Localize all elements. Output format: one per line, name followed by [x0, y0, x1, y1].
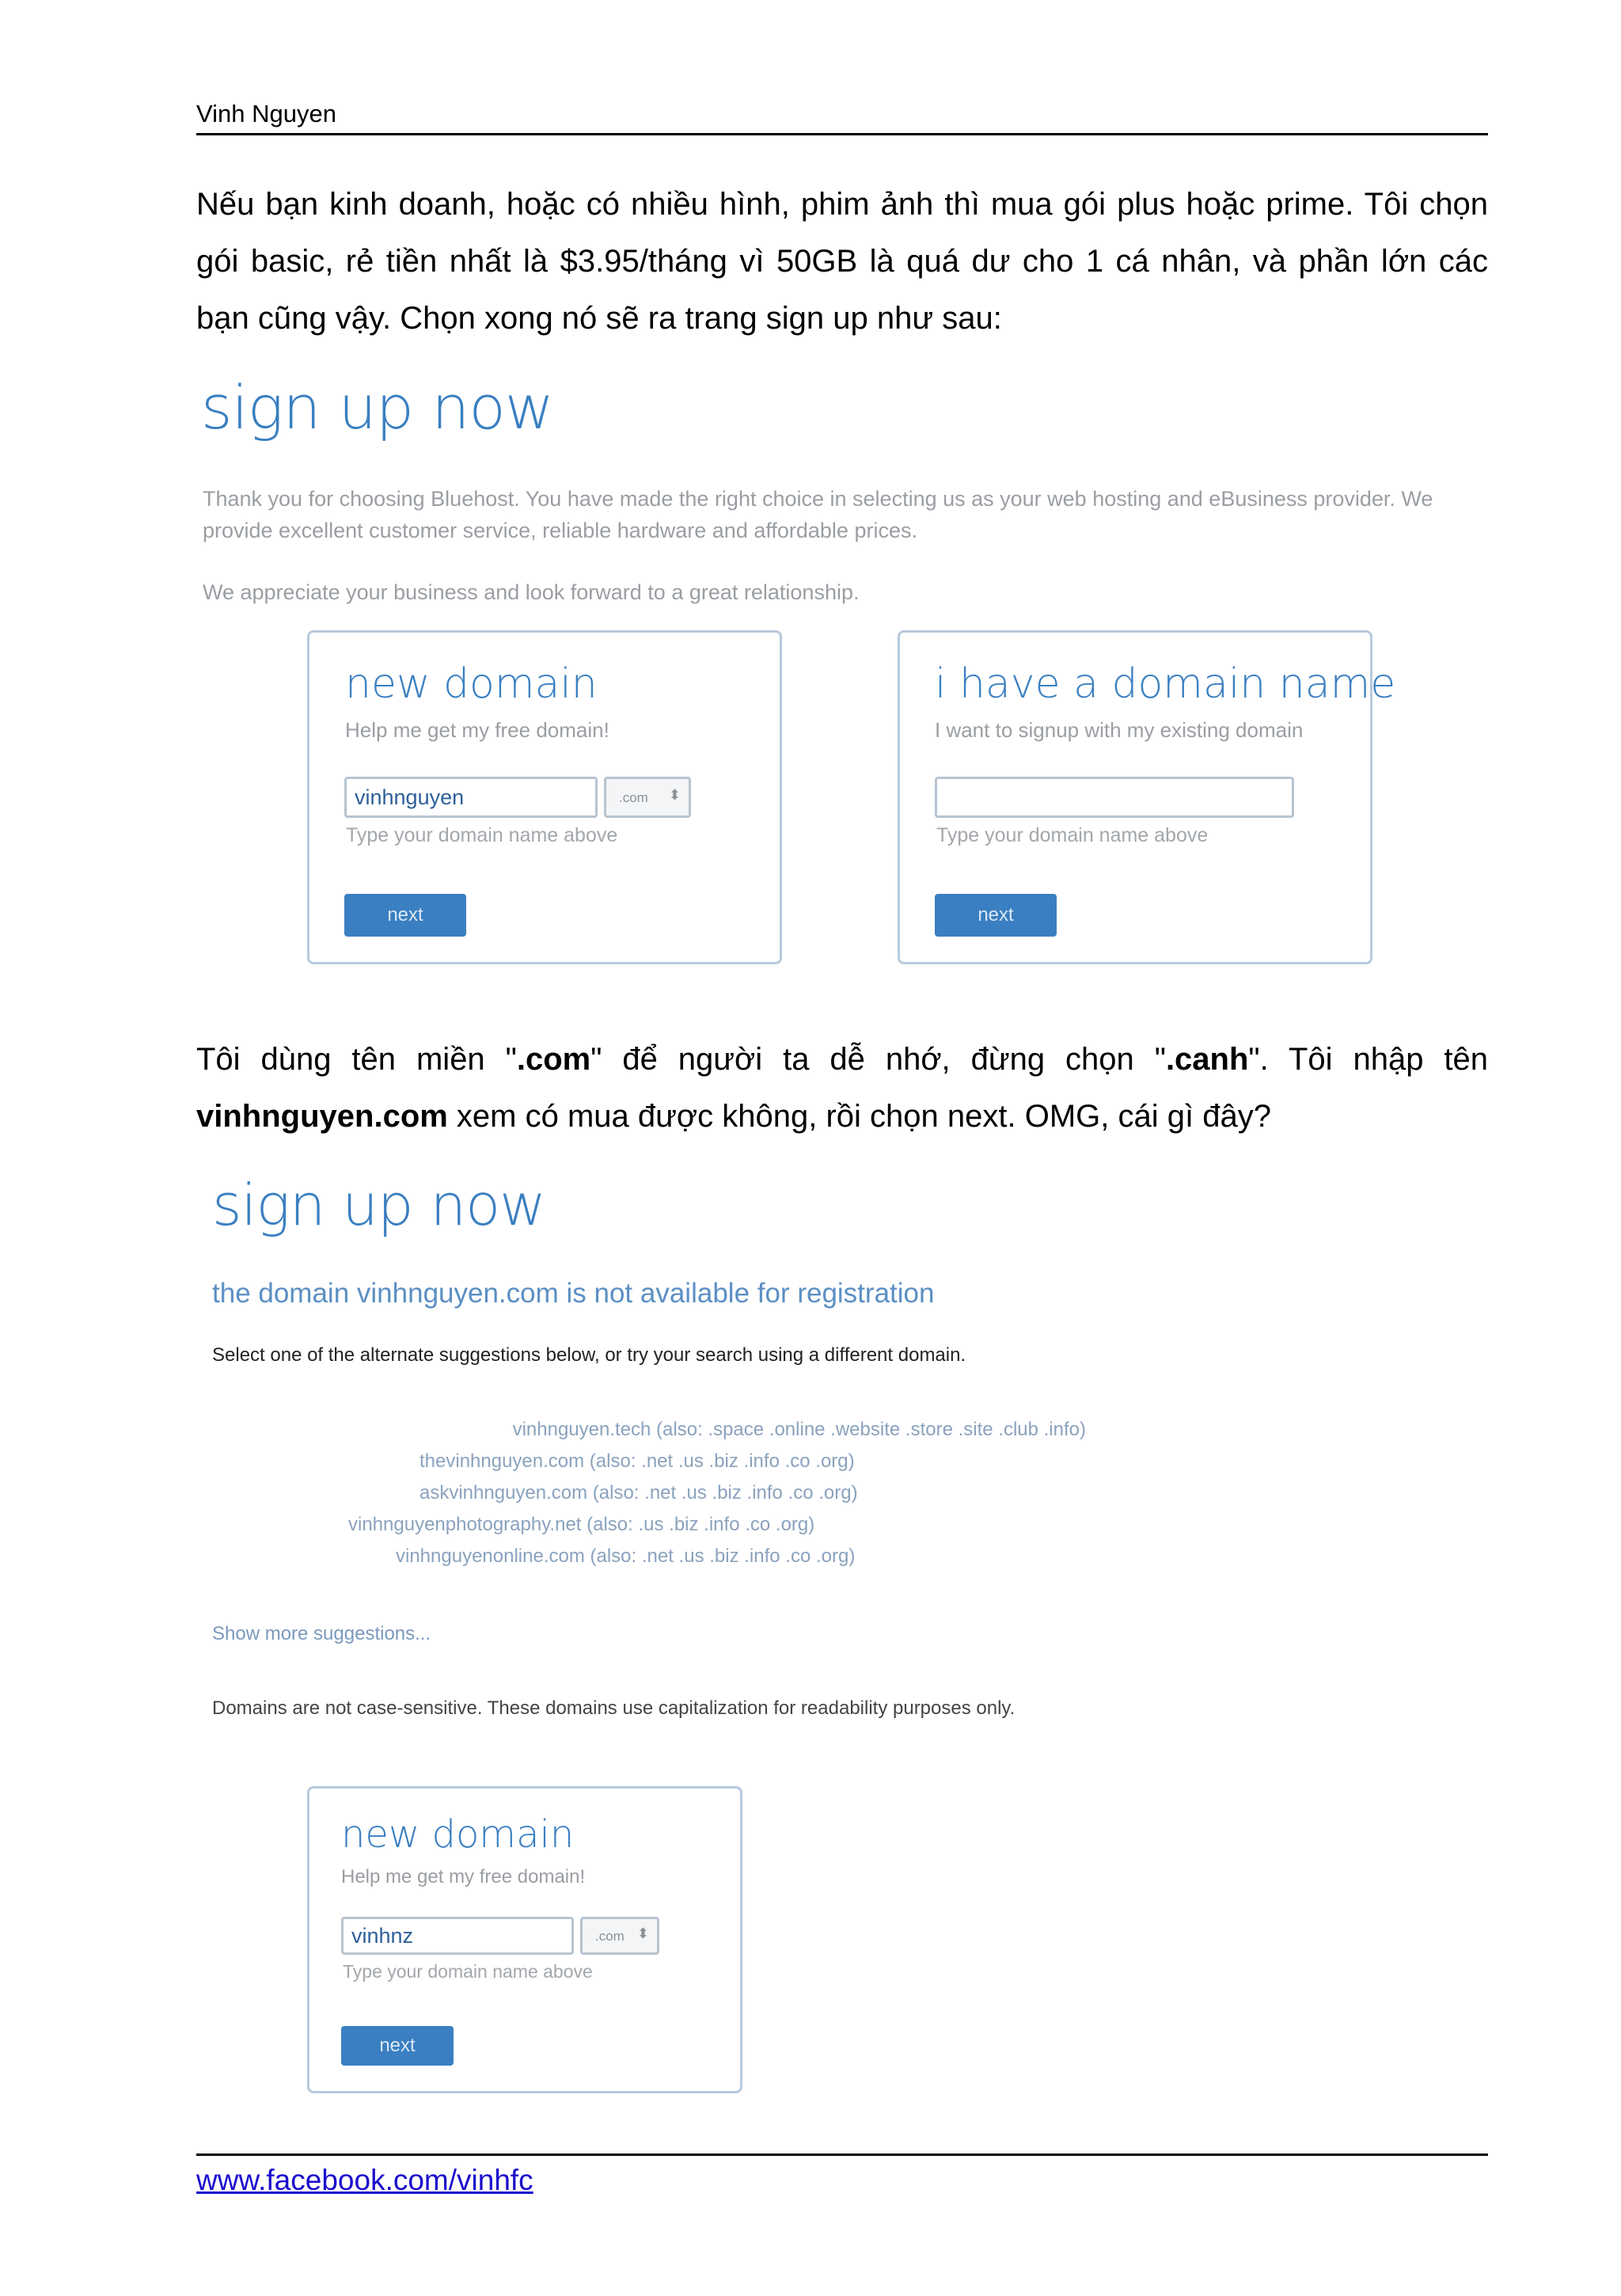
not-available-text: the domain vinhnguyen.com is not available for registration [212, 1278, 935, 1309]
suggestion-item[interactable]: thevinhnguyen.com (also: .net .us .biz .info .co .org) [419, 1450, 855, 1472]
next-button[interactable]: next [935, 894, 1057, 937]
intro-line-1: Nếu bạn kinh doanh, hoặc có nhiều hình, phim ảnh thì mua gói plus hoặc prime. Tôi chọn [196, 187, 1488, 222]
select-alternate-text: Select one of the alternate suggestions below, or try your search using a different domain. [212, 1344, 966, 1366]
have-domain-subtitle: I want to signup with my existing domain [935, 718, 1304, 742]
tld-select[interactable] [604, 777, 691, 818]
bold-canh: .canh [1165, 1042, 1249, 1077]
text-run: Tôi dùng tên miền " [196, 1042, 517, 1077]
case-note-text: Domains are not case-sensitive. These domains use capitalization for readability purposes only. [212, 1697, 1015, 1719]
tld-select[interactable] [580, 1917, 659, 1955]
suggestion-item[interactable]: vinhnguyenphotography.net (also: .us .biz .info .co .org) [348, 1514, 815, 1535]
select-arrow-icon: ⬍ [636, 1925, 649, 1941]
facebook-link[interactable]: www.facebook.com/vinhfc [196, 2164, 533, 2196]
signup-screenshot-2 [196, 1172, 1091, 2106]
suggestion-item[interactable]: vinhnguyen.tech (also: .space .online .website .store .site .club .info) [512, 1419, 1086, 1440]
domain-hint: Type your domain name above [346, 824, 618, 846]
new-domain-title: new domain [345, 660, 598, 708]
new-domain-card [307, 630, 782, 964]
have-domain-title: i have a domain name [935, 660, 1396, 708]
text-run: " để người ta dễ nhớ, đừng chọn " [590, 1042, 1166, 1077]
author-name: Vinh Nguyen [196, 100, 336, 127]
middle-paragraph [196, 1031, 1488, 1145]
page-footer [196, 2153, 1488, 2196]
page-header [196, 93, 1488, 135]
have-domain-card [898, 630, 1396, 964]
intro-line-2: gói basic, rẻ tiền nhất là $3.95/tháng vì 50GB là quá dư cho 1 cá nhân, và phần lớn các [196, 244, 1488, 279]
new-domain-title: new domain [341, 1812, 575, 1857]
intro-line-3: bạn cũng vậy. Chọn xong nó sẽ ra trang sign up như sau: [196, 301, 1002, 336]
thanks-text: Thank you for choosing Bluehost. You have made the right choice in selecting us as your web hosting and eBusiness provider. We provide excellent customer service, reliable hardware and affordable prices. [203, 487, 1433, 542]
middle-line-1 [196, 1031, 1488, 1088]
bold-domain: vinhnguyen.com [196, 1099, 448, 1134]
new-domain-card [307, 1786, 742, 2093]
show-more-link[interactable]: Show more suggestions... [212, 1623, 431, 1644]
new-domain-subtitle: Help me get my free domain! [345, 718, 609, 742]
signup-title: sign up now [212, 1172, 546, 1238]
tld-selected: .com [595, 1929, 624, 1944]
next-button[interactable]: next [344, 894, 466, 937]
intro-paragraph [196, 176, 1488, 347]
middle-line-2 [196, 1088, 1488, 1145]
next-button[interactable]: next [341, 2026, 454, 2066]
domain-hint: Type your domain name above [343, 1961, 593, 1982]
domain-input[interactable]: vinhnguyen [344, 777, 598, 818]
bold-com: .com [516, 1042, 591, 1077]
signup-screenshot-1 [196, 372, 1463, 990]
existing-domain-input[interactable] [935, 777, 1294, 818]
text-run: ". Tôi nhập tên [1248, 1042, 1488, 1077]
suggestion-item[interactable]: askvinhnguyen.com (also: .net .us .biz .info .co .org) [419, 1482, 858, 1503]
signup-title: sign up now [201, 372, 554, 443]
new-domain-subtitle: Help me get my free domain! [341, 1866, 586, 1887]
tld-selected: .com [619, 790, 648, 805]
existing-domain-hint: Type your domain name above [936, 824, 1209, 846]
text-run: xem có mua được không, rồi chọn next. OMG, cái gì đây? [447, 1099, 1271, 1134]
domain-input[interactable]: vinhnz [341, 1917, 574, 1955]
select-arrow-icon: ⬍ [668, 787, 681, 803]
appreciate-text: We appreciate your business and look forward to a great relationship. [203, 580, 860, 604]
suggestion-item[interactable]: vinhnguyenonline.com (also: .net .us .biz .info .co .org) [396, 1545, 856, 1567]
